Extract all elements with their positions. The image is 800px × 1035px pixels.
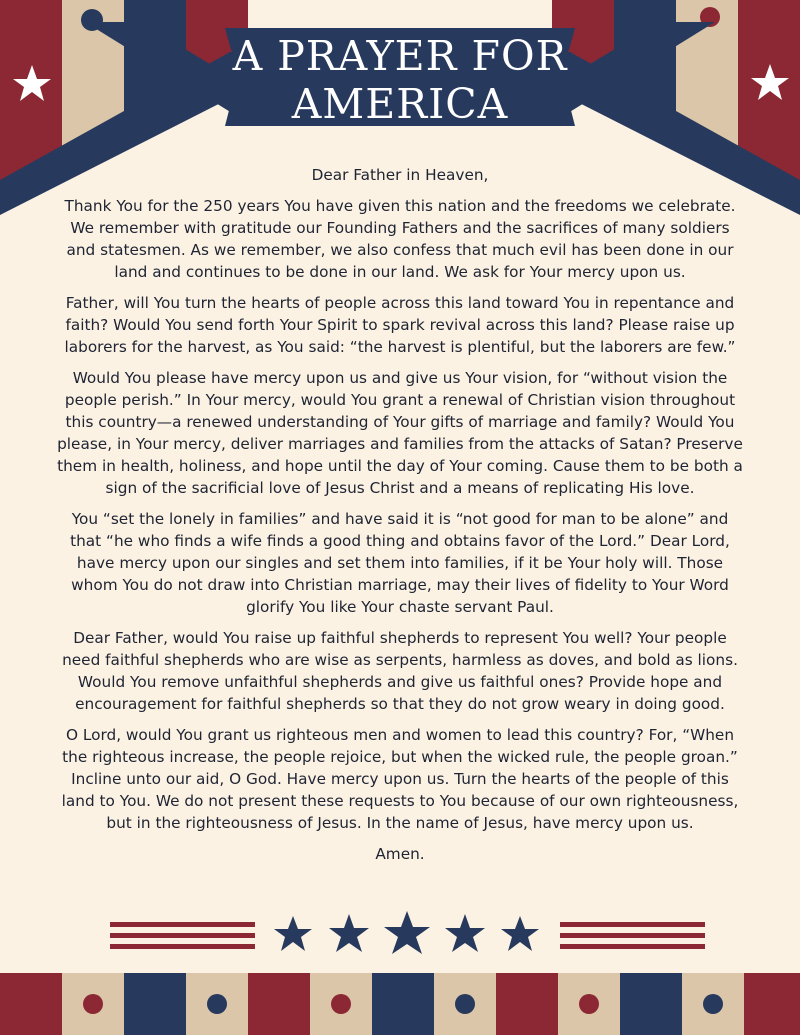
paragraph: O Lord, would You grant us righteous men and women to lead this country? For, “When the righteous increase, the people rejoice, but when the wicked rule, the people groan.” Incline unto our aid, O God. Have mercy upon us. Turn the hearts of the people of this land to You. We do not present these requests to You because of our own righteousness, but in the righteousness of Jesus. In the name of Jesus, have mercy upon us.: [61, 726, 739, 832]
title-line-1: A PRAYER FOR: [232, 32, 568, 80]
red-dot-icon: [579, 994, 599, 1014]
paragraph: Thank You for the 250 years You have given this nation and the freedoms we celebrate. We remember with gratitude our Founding Fathers and the sacrifices of many soldiers and statesmen. As we remember, we also confess that much evil has been done in our land and continues to be done in our land. We ask for Your mercy upon us.: [64, 197, 736, 281]
footer-ornament: [0, 906, 800, 966]
page-title: [0, 32, 800, 128]
greeting: Dear Father in Heaven,: [311, 166, 489, 184]
red-dot-icon: [206, 4, 226, 24]
navy-dot-icon: [455, 994, 475, 1014]
navy-dot-icon: [703, 994, 723, 1014]
closing: Amen.: [375, 845, 425, 863]
star-icon: [274, 916, 312, 951]
star-icon: [329, 914, 369, 952]
star-icon: [384, 911, 430, 954]
paragraph: Dear Father, would You raise up faithful shepherds to represent You well? Your people need faithful shepherds who are wise as serpents, harmless as doves, and bold as lions. Would You remove unfaithful shepherds and give us faithful ones? Provide hope and encouragement for faithful shepherds so that they do not grow weary in doing good.: [62, 629, 738, 713]
paragraph: Would You please have mercy upon us and give us Your vision, for “without vision the people perish.” In Your mercy, would You grant a renewal of Christian vision throughout this country—a renewed understanding of Your gifts of marriage and family? Would You please, in Your mercy, deliver marriages and families from the attacks of Satan? Preserve them in health, holiness, and hope until the day of Your coming. Cause them to be both a sign of the sacrificial love of Jesus Christ and a means of replicating His love.: [57, 369, 743, 497]
bottom-band: [0, 973, 800, 1035]
title-line-2: AMERICA: [291, 80, 509, 128]
right-stripes: [560, 922, 705, 949]
paragraph: You “set the lonely in families” and have said it is “not good for man to be alone” and that “he who finds a wife finds a good thing and obtains favor of the Lord.” Dear Lord, have mercy upon our singles and set them into families, if it be Your holy will. Those whom You do not draw into Christian marriage, may their lives of fidelity to Your Word glorify You like Your chaste servant Paul.: [70, 510, 730, 616]
left-stripes: [110, 922, 255, 949]
star-icon: [501, 916, 539, 951]
prayer-body: [56, 164, 744, 874]
red-dot-icon: [83, 994, 103, 1014]
red-dot-icon: [576, 4, 596, 24]
red-dot-icon: [331, 994, 351, 1014]
star-icon: [445, 914, 485, 952]
navy-dot-icon: [207, 994, 227, 1014]
paragraph: Father, will You turn the hearts of people across this land toward You in repentance and faith? Would You send forth Your Spirit to spark revival across this land? Please raise up laborers for the harvest, as You said: “the harvest is plentiful, but the laborers are few.”: [64, 294, 736, 356]
